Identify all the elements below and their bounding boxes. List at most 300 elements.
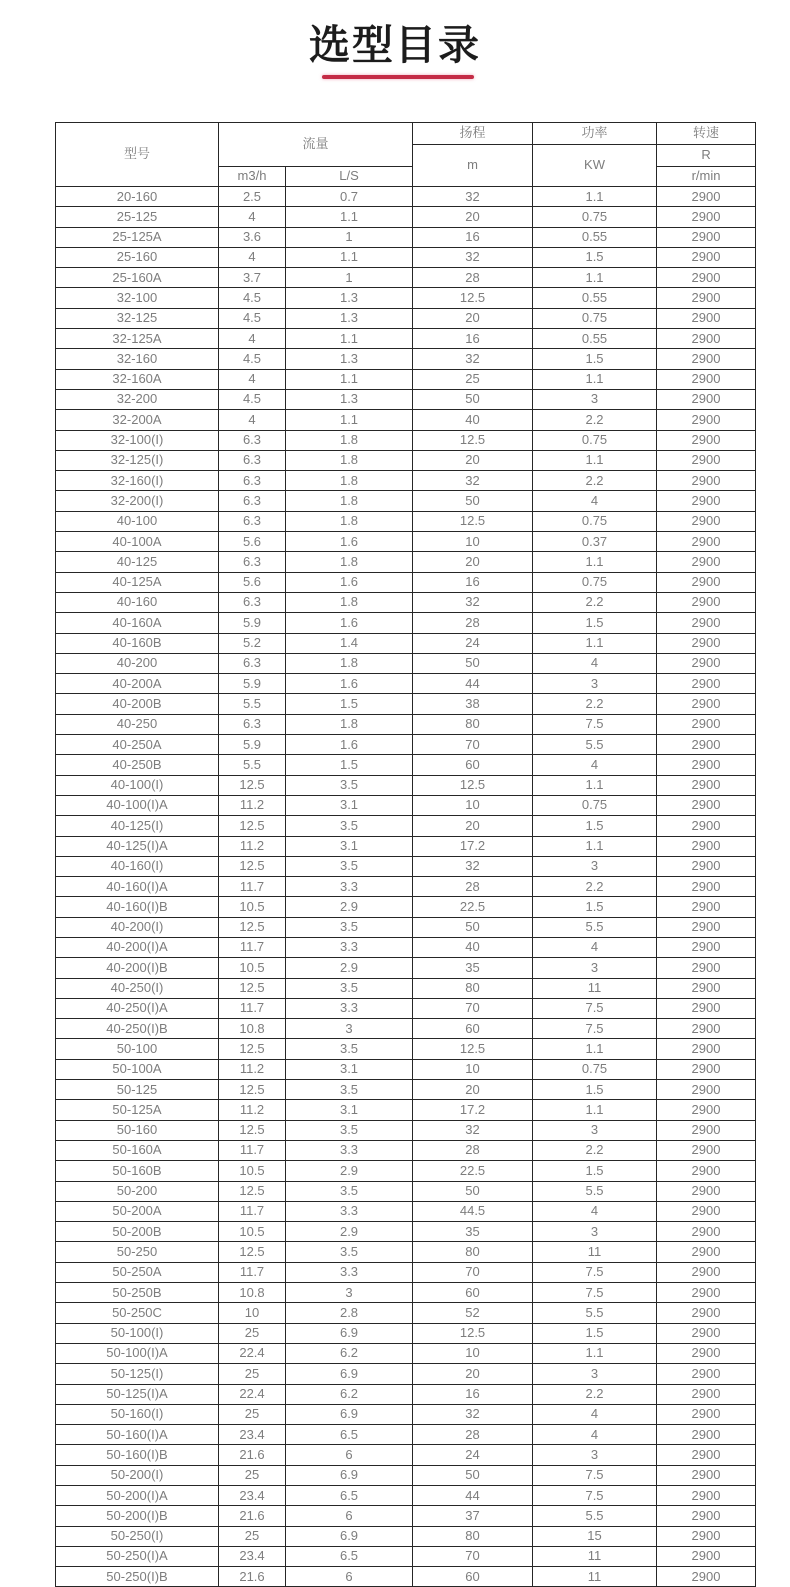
- flow-ls-cell: 3.3: [286, 937, 413, 957]
- flow-ls-cell: 6: [286, 1445, 413, 1465]
- col-header-head: 扬程: [413, 123, 533, 145]
- head-cell: 16: [413, 1384, 533, 1404]
- head-cell: 12.5: [413, 430, 533, 450]
- power-cell: 1.1: [533, 633, 657, 653]
- flow-ls-cell: 1.8: [286, 471, 413, 491]
- power-cell: 1.5: [533, 816, 657, 836]
- flow-ls-cell: 6.2: [286, 1343, 413, 1363]
- speed-cell: 2900: [657, 268, 756, 288]
- power-cell: 2.2: [533, 592, 657, 612]
- power-cell: 7.5: [533, 1019, 657, 1039]
- flow-ls-cell: 6.5: [286, 1486, 413, 1506]
- flow-ls-cell: 1.6: [286, 613, 413, 633]
- table-row: [56, 1283, 756, 1303]
- flow-ls-cell: 3.3: [286, 1201, 413, 1221]
- flow-ls-cell: 1.1: [286, 247, 413, 267]
- head-cell: 22.5: [413, 1161, 533, 1181]
- flow-m3h-cell: 11.7: [219, 937, 286, 957]
- power-cell: 0.75: [533, 795, 657, 815]
- table-row: [56, 532, 756, 552]
- table-row: [56, 1222, 756, 1242]
- model-cell: 40-200B: [56, 694, 219, 714]
- power-cell: 1.1: [533, 836, 657, 856]
- model-cell: 50-160(I)B: [56, 1445, 219, 1465]
- head-cell: 60: [413, 1019, 533, 1039]
- flow-ls-cell: 3.5: [286, 856, 413, 876]
- model-cell: 32-160A: [56, 369, 219, 389]
- table-row: [56, 1242, 756, 1262]
- speed-cell: 2900: [657, 1445, 756, 1465]
- speed-cell: 2900: [657, 1100, 756, 1120]
- flow-m3h-cell: 5.9: [219, 674, 286, 694]
- model-cell: 40-100A: [56, 532, 219, 552]
- model-cell: 20-160: [56, 187, 219, 207]
- flow-m3h-cell: 11.7: [219, 877, 286, 897]
- flow-m3h-cell: 11.7: [219, 1140, 286, 1160]
- head-cell: 44.5: [413, 1201, 533, 1221]
- table-row: [56, 389, 756, 409]
- speed-cell: 2900: [657, 1384, 756, 1404]
- head-cell: 50: [413, 1181, 533, 1201]
- table-row: [56, 1140, 756, 1160]
- speed-cell: 2900: [657, 1364, 756, 1384]
- flow-m3h-cell: 10.5: [219, 1222, 286, 1242]
- table-row: [56, 1120, 756, 1140]
- flow-m3h-cell: 11.7: [219, 1262, 286, 1282]
- head-cell: 12.5: [413, 1323, 533, 1343]
- table-row: [56, 694, 756, 714]
- table-row: [56, 1323, 756, 1343]
- table-row: [56, 329, 756, 349]
- flow-m3h-cell: 12.5: [219, 1039, 286, 1059]
- model-cell: 50-125(I): [56, 1364, 219, 1384]
- speed-cell: 2900: [657, 1283, 756, 1303]
- model-cell: 40-100(I): [56, 775, 219, 795]
- flow-ls-cell: 6.9: [286, 1323, 413, 1343]
- flow-m3h-cell: 10.8: [219, 1019, 286, 1039]
- power-cell: 4: [533, 491, 657, 511]
- flow-m3h-cell: 6.3: [219, 450, 286, 470]
- head-cell: 20: [413, 450, 533, 470]
- model-cell: 40-160(I): [56, 856, 219, 876]
- flow-ls-cell: 3.5: [286, 1181, 413, 1201]
- power-cell: 5.5: [533, 1506, 657, 1526]
- flow-m3h-cell: 22.4: [219, 1384, 286, 1404]
- power-cell: 4: [533, 755, 657, 775]
- speed-cell: 2900: [657, 958, 756, 978]
- col-header-speed-unit: r/min: [657, 167, 756, 187]
- speed-cell: 2900: [657, 247, 756, 267]
- head-cell: 25: [413, 369, 533, 389]
- flow-m3h-cell: 4: [219, 329, 286, 349]
- flow-m3h-cell: 25: [219, 1364, 286, 1384]
- model-cell: 40-250(I): [56, 978, 219, 998]
- head-cell: 24: [413, 633, 533, 653]
- flow-m3h-cell: 12.5: [219, 1080, 286, 1100]
- model-cell: 40-250: [56, 714, 219, 734]
- speed-cell: 2900: [657, 1465, 756, 1485]
- power-cell: 1.1: [533, 1100, 657, 1120]
- power-cell: 1.5: [533, 1161, 657, 1181]
- model-cell: 32-125(I): [56, 450, 219, 470]
- speed-cell: 2900: [657, 592, 756, 612]
- flow-m3h-cell: 5.9: [219, 613, 286, 633]
- table-row: [56, 511, 756, 531]
- model-cell: 40-125: [56, 552, 219, 572]
- table-row: [56, 247, 756, 267]
- head-cell: 80: [413, 1242, 533, 1262]
- power-cell: 0.75: [533, 308, 657, 328]
- model-cell: 50-250(I)A: [56, 1546, 219, 1566]
- power-cell: 5.5: [533, 735, 657, 755]
- model-cell: 50-160A: [56, 1140, 219, 1160]
- model-cell: 50-160: [56, 1120, 219, 1140]
- model-cell: 40-125(I): [56, 816, 219, 836]
- power-cell: 4: [533, 1201, 657, 1221]
- flow-ls-cell: 3.1: [286, 836, 413, 856]
- table-row: [56, 998, 756, 1018]
- speed-cell: 2900: [657, 897, 756, 917]
- head-cell: 10: [413, 795, 533, 815]
- head-cell: 28: [413, 1140, 533, 1160]
- speed-cell: 2900: [657, 1343, 756, 1363]
- table-row: [56, 1303, 756, 1323]
- speed-cell: 2900: [657, 349, 756, 369]
- head-cell: 50: [413, 389, 533, 409]
- speed-cell: 2900: [657, 1140, 756, 1160]
- head-cell: 60: [413, 755, 533, 775]
- power-cell: 3: [533, 1120, 657, 1140]
- flow-ls-cell: 3.5: [286, 816, 413, 836]
- model-cell: 40-125A: [56, 572, 219, 592]
- flow-ls-cell: 1.8: [286, 511, 413, 531]
- model-cell: 40-250(I)A: [56, 998, 219, 1018]
- table-row: [56, 572, 756, 592]
- flow-ls-cell: 6: [286, 1567, 413, 1587]
- model-cell: 50-160(I)A: [56, 1425, 219, 1445]
- table-row: [56, 877, 756, 897]
- flow-ls-cell: 1.4: [286, 633, 413, 653]
- head-cell: 10: [413, 1059, 533, 1079]
- table-row: [56, 1404, 756, 1424]
- head-cell: 44: [413, 674, 533, 694]
- flow-m3h-cell: 5.9: [219, 735, 286, 755]
- col-header-head-unit: m: [413, 145, 533, 187]
- table-row: [56, 897, 756, 917]
- head-cell: 52: [413, 1303, 533, 1323]
- head-cell: 17.2: [413, 1100, 533, 1120]
- flow-m3h-cell: 12.5: [219, 917, 286, 937]
- model-cell: 32-200: [56, 389, 219, 409]
- col-header-power: 功率: [533, 123, 657, 145]
- speed-cell: 2900: [657, 775, 756, 795]
- model-cell: 50-250B: [56, 1283, 219, 1303]
- flow-ls-cell: 6.2: [286, 1384, 413, 1404]
- head-cell: 50: [413, 1465, 533, 1485]
- head-cell: 80: [413, 978, 533, 998]
- power-cell: 2.2: [533, 1384, 657, 1404]
- power-cell: 0.37: [533, 532, 657, 552]
- model-cell: 50-250: [56, 1242, 219, 1262]
- flow-ls-cell: 1.8: [286, 552, 413, 572]
- head-cell: 50: [413, 653, 533, 673]
- speed-cell: 2900: [657, 1262, 756, 1282]
- speed-cell: 2900: [657, 877, 756, 897]
- speed-cell: 2900: [657, 836, 756, 856]
- model-cell: 50-160(I): [56, 1404, 219, 1424]
- model-cell: 40-160(I)A: [56, 877, 219, 897]
- speed-cell: 2900: [657, 1546, 756, 1566]
- speed-cell: 2900: [657, 714, 756, 734]
- head-cell: 17.2: [413, 836, 533, 856]
- flow-m3h-cell: 23.4: [219, 1546, 286, 1566]
- head-cell: 44: [413, 1486, 533, 1506]
- flow-m3h-cell: 5.5: [219, 694, 286, 714]
- head-cell: 12.5: [413, 288, 533, 308]
- flow-m3h-cell: 12.5: [219, 1181, 286, 1201]
- model-cell: 40-160A: [56, 613, 219, 633]
- speed-cell: 2900: [657, 917, 756, 937]
- table-row: [56, 491, 756, 511]
- selection-table: [55, 122, 756, 1587]
- head-cell: 20: [413, 552, 533, 572]
- flow-m3h-cell: 10.8: [219, 1283, 286, 1303]
- flow-ls-cell: 3: [286, 1019, 413, 1039]
- head-cell: 22.5: [413, 897, 533, 917]
- flow-ls-cell: 1: [286, 227, 413, 247]
- table-row: [56, 1364, 756, 1384]
- flow-ls-cell: 3.5: [286, 917, 413, 937]
- flow-m3h-cell: 2.5: [219, 187, 286, 207]
- flow-ls-cell: 3.3: [286, 998, 413, 1018]
- head-cell: 20: [413, 207, 533, 227]
- model-cell: 50-200: [56, 1181, 219, 1201]
- head-cell: 60: [413, 1283, 533, 1303]
- model-cell: 50-100: [56, 1039, 219, 1059]
- table-row: [56, 187, 756, 207]
- power-cell: 0.55: [533, 329, 657, 349]
- power-cell: 0.55: [533, 227, 657, 247]
- flow-m3h-cell: 11.2: [219, 1059, 286, 1079]
- speed-cell: 2900: [657, 1486, 756, 1506]
- model-cell: 40-200A: [56, 674, 219, 694]
- model-cell: 50-160B: [56, 1161, 219, 1181]
- flow-m3h-cell: 3.7: [219, 268, 286, 288]
- power-cell: 1.1: [533, 1343, 657, 1363]
- model-cell: 50-200B: [56, 1222, 219, 1242]
- model-cell: 50-100(I)A: [56, 1343, 219, 1363]
- model-cell: 40-160: [56, 592, 219, 612]
- model-cell: 32-160: [56, 349, 219, 369]
- flow-ls-cell: 2.9: [286, 897, 413, 917]
- head-cell: 80: [413, 1526, 533, 1546]
- flow-m3h-cell: 6.3: [219, 511, 286, 531]
- flow-m3h-cell: 6.3: [219, 653, 286, 673]
- speed-cell: 2900: [657, 532, 756, 552]
- power-cell: 1.1: [533, 187, 657, 207]
- table-row: [56, 1486, 756, 1506]
- model-cell: 25-160: [56, 247, 219, 267]
- speed-cell: 2900: [657, 572, 756, 592]
- power-cell: 2.2: [533, 471, 657, 491]
- table-row: [56, 714, 756, 734]
- model-cell: 50-200(I)A: [56, 1486, 219, 1506]
- flow-ls-cell: 3.1: [286, 795, 413, 815]
- head-cell: 12.5: [413, 511, 533, 531]
- speed-cell: 2900: [657, 978, 756, 998]
- speed-cell: 2900: [657, 288, 756, 308]
- speed-cell: 2900: [657, 856, 756, 876]
- col-header-flow: 流量: [219, 123, 413, 167]
- table-row: [56, 1343, 756, 1363]
- table-row: [56, 1425, 756, 1445]
- table-row: [56, 633, 756, 653]
- head-cell: 12.5: [413, 1039, 533, 1059]
- flow-m3h-cell: 6.3: [219, 430, 286, 450]
- table-body: [56, 187, 756, 1587]
- flow-m3h-cell: 5.2: [219, 633, 286, 653]
- flow-ls-cell: 3.1: [286, 1100, 413, 1120]
- head-cell: 32: [413, 247, 533, 267]
- power-cell: 4: [533, 653, 657, 673]
- model-cell: 40-160B: [56, 633, 219, 653]
- speed-cell: 2900: [657, 1526, 756, 1546]
- flow-ls-cell: 6.5: [286, 1546, 413, 1566]
- flow-ls-cell: 3.5: [286, 1120, 413, 1140]
- power-cell: 1.5: [533, 1080, 657, 1100]
- flow-ls-cell: 3.3: [286, 1262, 413, 1282]
- flow-m3h-cell: 10: [219, 1303, 286, 1323]
- head-cell: 10: [413, 1343, 533, 1363]
- table-row: [56, 1161, 756, 1181]
- table-row: [56, 816, 756, 836]
- flow-ls-cell: 1.6: [286, 532, 413, 552]
- flow-ls-cell: 1.8: [286, 653, 413, 673]
- table-row: [56, 795, 756, 815]
- power-cell: 7.5: [533, 1486, 657, 1506]
- model-cell: 32-125: [56, 308, 219, 328]
- flow-ls-cell: 1.6: [286, 735, 413, 755]
- table-row: [56, 674, 756, 694]
- head-cell: 32: [413, 1404, 533, 1424]
- power-cell: 4: [533, 937, 657, 957]
- table-row: [56, 1100, 756, 1120]
- speed-cell: 2900: [657, 1161, 756, 1181]
- table-header: [56, 123, 756, 187]
- table-row: [56, 450, 756, 470]
- table-row: [56, 856, 756, 876]
- flow-m3h-cell: 4.5: [219, 308, 286, 328]
- flow-m3h-cell: 4: [219, 369, 286, 389]
- flow-m3h-cell: 12.5: [219, 1242, 286, 1262]
- head-cell: 12.5: [413, 775, 533, 795]
- speed-cell: 2900: [657, 450, 756, 470]
- flow-m3h-cell: 4: [219, 410, 286, 430]
- table-row: [56, 1526, 756, 1546]
- table-row: [56, 917, 756, 937]
- flow-m3h-cell: 6.3: [219, 491, 286, 511]
- model-cell: 40-100: [56, 511, 219, 531]
- flow-ls-cell: 1.1: [286, 329, 413, 349]
- head-cell: 16: [413, 329, 533, 349]
- speed-cell: 2900: [657, 1222, 756, 1242]
- power-cell: 11: [533, 1567, 657, 1587]
- head-cell: 32: [413, 592, 533, 612]
- power-cell: 0.75: [533, 1059, 657, 1079]
- flow-m3h-cell: 5.6: [219, 572, 286, 592]
- flow-m3h-cell: 12.5: [219, 816, 286, 836]
- power-cell: 7.5: [533, 998, 657, 1018]
- model-cell: 40-200(I): [56, 917, 219, 937]
- model-cell: 50-250(I)B: [56, 1567, 219, 1587]
- table-row: [56, 592, 756, 612]
- col-header-flow-ls: L/S: [286, 167, 413, 187]
- table-row: [56, 1567, 756, 1587]
- head-cell: 35: [413, 958, 533, 978]
- flow-m3h-cell: 4.5: [219, 349, 286, 369]
- flow-ls-cell: 6: [286, 1506, 413, 1526]
- table-row: [56, 653, 756, 673]
- table-row: [56, 836, 756, 856]
- head-cell: 40: [413, 937, 533, 957]
- power-cell: 1.5: [533, 247, 657, 267]
- flow-m3h-cell: 3.6: [219, 227, 286, 247]
- speed-cell: 2900: [657, 1181, 756, 1201]
- table-row: [56, 1201, 756, 1221]
- flow-ls-cell: 2.8: [286, 1303, 413, 1323]
- flow-ls-cell: 3: [286, 1283, 413, 1303]
- speed-cell: 2900: [657, 1506, 756, 1526]
- flow-ls-cell: 1.8: [286, 430, 413, 450]
- flow-ls-cell: 1.5: [286, 755, 413, 775]
- flow-ls-cell: 1.8: [286, 491, 413, 511]
- model-cell: 32-200A: [56, 410, 219, 430]
- speed-cell: 2900: [657, 1404, 756, 1424]
- power-cell: 1.1: [533, 450, 657, 470]
- power-cell: 3: [533, 1222, 657, 1242]
- flow-ls-cell: 1.3: [286, 389, 413, 409]
- col-header-flow-m3h: m3/h: [219, 167, 286, 187]
- flow-m3h-cell: 10.5: [219, 958, 286, 978]
- speed-cell: 2900: [657, 674, 756, 694]
- power-cell: 1.1: [533, 775, 657, 795]
- flow-ls-cell: 3.5: [286, 1242, 413, 1262]
- speed-cell: 2900: [657, 187, 756, 207]
- head-cell: 70: [413, 1262, 533, 1282]
- head-cell: 20: [413, 816, 533, 836]
- model-cell: 50-125A: [56, 1100, 219, 1120]
- power-cell: 1.1: [533, 552, 657, 572]
- speed-cell: 2900: [657, 937, 756, 957]
- flow-m3h-cell: 21.6: [219, 1445, 286, 1465]
- flow-ls-cell: 1.3: [286, 308, 413, 328]
- power-cell: 0.75: [533, 430, 657, 450]
- head-cell: 32: [413, 856, 533, 876]
- flow-m3h-cell: 23.4: [219, 1486, 286, 1506]
- model-cell: 40-200: [56, 653, 219, 673]
- power-cell: 0.75: [533, 207, 657, 227]
- flow-ls-cell: 1.1: [286, 410, 413, 430]
- flow-ls-cell: 6.9: [286, 1404, 413, 1424]
- page-title: 选型目录: [309, 22, 481, 68]
- speed-cell: 2900: [657, 795, 756, 815]
- power-cell: 2.2: [533, 410, 657, 430]
- model-cell: 50-200A: [56, 1201, 219, 1221]
- speed-cell: 2900: [657, 1019, 756, 1039]
- head-cell: 24: [413, 1445, 533, 1465]
- model-cell: 40-125(I)A: [56, 836, 219, 856]
- flow-ls-cell: 3.5: [286, 978, 413, 998]
